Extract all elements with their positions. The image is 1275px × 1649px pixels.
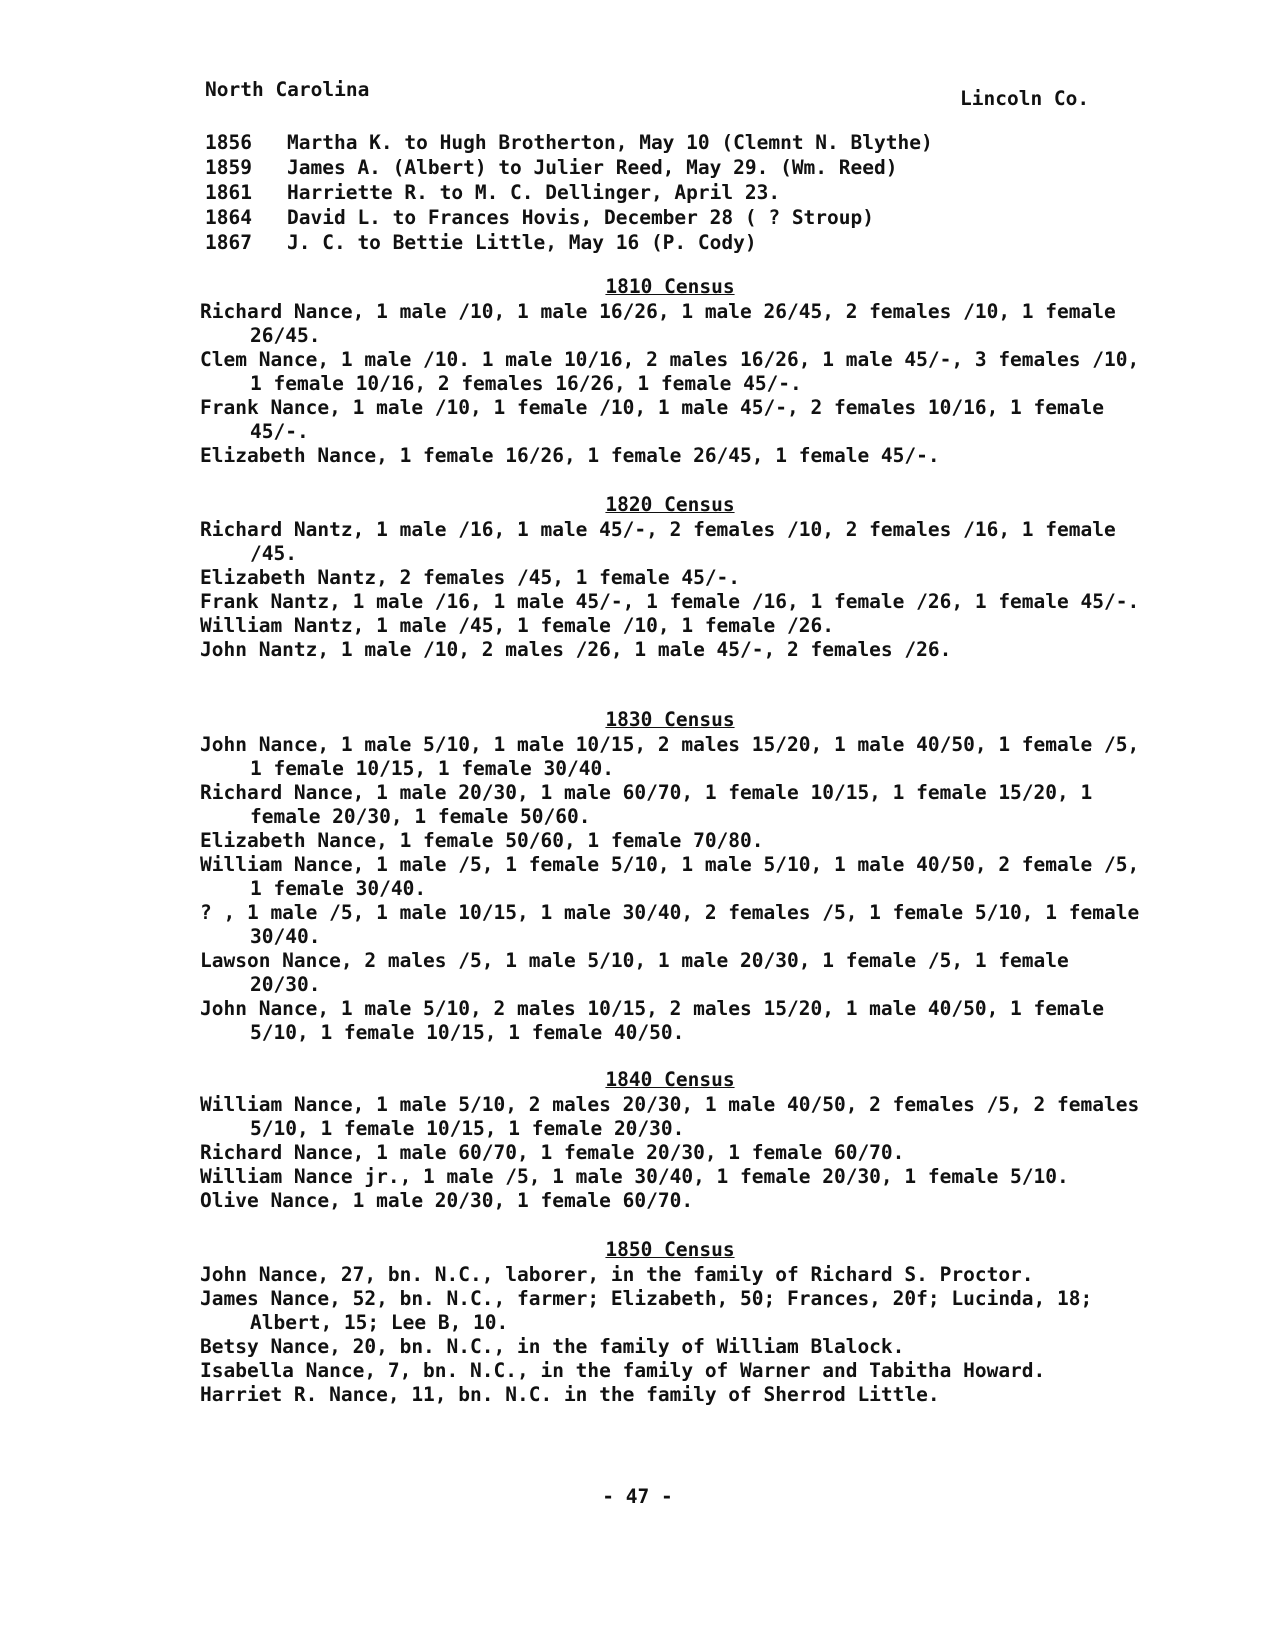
census-entry: Frank Nance, 1 male /10, 1 female /10, 1 male 45/-, 2 females 10/16, 1 female 45/-. [200, 396, 1104, 443]
census-entry: William Nantz, 1 male /45, 1 female /10, 1 female /26. [200, 614, 834, 637]
marriage-year: 1861 [205, 181, 252, 204]
marriage-text: J. C. to Bettie Little, May 16 (P. Cody) [287, 231, 757, 254]
census-entry: Lawson Nance, 2 males /5, 1 male 5/10, 1 male 20/30, 1 female /5, 1 female 20/30. [200, 949, 1069, 996]
census-entry: John Nance, 1 male 5/10, 2 males 10/15, 2 males 15/20, 1 male 40/50, 1 female 5/10, 1 female 10/15, 1 female 40/50. [200, 997, 1104, 1044]
census-entry: William Nance, 1 male /5, 1 female 5/10, 1 male 5/10, 1 male 40/50, 2 female /5, 1 female 30/40. [200, 853, 1140, 900]
census-heading [200, 493, 1140, 516]
census-heading [200, 1068, 1140, 1091]
census-title: 1830 Census [605, 708, 735, 731]
page-number: - 47 - [602, 1485, 673, 1508]
marriage-entry [205, 180, 933, 205]
census-entry: Frank Nantz, 1 male /16, 1 male 45/-, 1 female /16, 1 female /26, 1 female 45/-. [200, 590, 1140, 613]
census-entry: John Nance, 1 male 5/10, 1 male 10/15, 2 males 15/20, 1 male 40/50, 1 female /5, 1 female 10/15, 1 female 30/40. [200, 733, 1140, 780]
census-heading [200, 275, 1140, 298]
census-1840-section [200, 1068, 1140, 1213]
census-title: 1850 Census [605, 1238, 735, 1261]
census-entry: Harriet R. Nance, 11, bn. N.C. in the family of Sherrod Little. [200, 1383, 940, 1406]
census-title: 1840 Census [605, 1068, 735, 1091]
census-entry: John Nantz, 1 male /10, 2 males /26, 1 male 45/-, 2 females /26. [200, 638, 952, 661]
marriage-year: 1864 [205, 206, 252, 229]
census-title: 1810 Census [605, 275, 735, 298]
census-entry: Richard Nance, 1 male 20/30, 1 male 60/70, 1 female 10/15, 1 female 15/20, 1 female 20/30, 1 female 50/60. [200, 781, 1093, 828]
census-entry: Clem Nance, 1 male /10. 1 male 10/16, 2 males 16/26, 1 male 45/-, 3 females /10, 1 female 10/16, 2 females 16/26, 1 female 45/-. [200, 348, 1140, 395]
census-1830-section [200, 708, 1140, 1045]
census-entry: Richard Nance, 1 male 60/70, 1 female 20/30, 1 female 60/70. [200, 1141, 905, 1164]
census-entry: Elizabeth Nantz, 2 females /45, 1 female 45/-. [200, 566, 741, 589]
census-title: 1820 Census [605, 493, 735, 516]
census-entry: James Nance, 52, bn. N.C., farmer; Elizabeth, 50; Frances, 20f; Lucinda, 18; Albert, 15; Lee B, 10. [200, 1287, 1093, 1334]
census-entry: Richard Nantz, 1 male /16, 1 male 45/-, 2 females /10, 2 females /16, 1 female /45. [200, 518, 1116, 565]
marriage-entry [205, 230, 933, 255]
census-entry: Elizabeth Nance, 1 female 50/60, 1 female 70/80. [200, 829, 764, 852]
marriage-text: David L. to Frances Hovis, December 28 ( ? Stroup) [287, 206, 874, 229]
census-entry: Olive Nance, 1 male 20/30, 1 female 60/70. [200, 1189, 694, 1212]
marriage-entry [205, 155, 933, 180]
census-entry: William Nance jr., 1 male /5, 1 male 30/40, 1 female 20/30, 1 female 5/10. [200, 1165, 1069, 1188]
census-entry: Betsy Nance, 20, bn. N.C., in the family of William Blalock. [200, 1335, 905, 1358]
census-heading [200, 708, 1140, 731]
census-1810-section [200, 275, 1140, 468]
census-entry: John Nance, 27, bn. N.C., laborer, in the family of Richard S. Proctor. [200, 1263, 1034, 1286]
county-header: Lincoln Co. [960, 87, 1090, 110]
marriage-text: Martha K. to Hugh Brotherton, May 10 (Clemnt N. Blythe) [287, 131, 933, 154]
marriage-list [205, 130, 933, 255]
marriage-entry [205, 205, 933, 230]
marriage-text: Harriette R. to M. C. Dellinger, April 23. [287, 181, 781, 204]
census-entry: Elizabeth Nance, 1 female 16/26, 1 female 26/45, 1 female 45/-. [200, 444, 940, 467]
marriage-year: 1856 [205, 131, 252, 154]
marriage-year: 1867 [205, 231, 252, 254]
marriage-text: James A. (Albert) to Julier Reed, May 29. (Wm. Reed) [287, 156, 898, 179]
marriage-entry [205, 130, 933, 155]
marriage-year: 1859 [205, 156, 252, 179]
census-heading [200, 1238, 1140, 1261]
census-1850-section [200, 1238, 1140, 1407]
state-header: North Carolina [205, 78, 370, 101]
census-entry: Richard Nance, 1 male /10, 1 male 16/26, 1 male 26/45, 2 females /10, 1 female 26/45. [200, 300, 1116, 347]
census-entry: ? , 1 male /5, 1 male 10/15, 1 male 30/40, 2 females /5, 1 female 5/10, 1 female 30/40. [200, 901, 1140, 948]
census-1820-section [200, 493, 1140, 662]
census-entry: William Nance, 1 male 5/10, 2 males 20/30, 1 male 40/50, 2 females /5, 2 females 5/10, 1 female 10/15, 1 female 20/30. [200, 1093, 1140, 1140]
census-entry: Isabella Nance, 7, bn. N.C., in the family of Warner and Tabitha Howard. [200, 1359, 1046, 1382]
